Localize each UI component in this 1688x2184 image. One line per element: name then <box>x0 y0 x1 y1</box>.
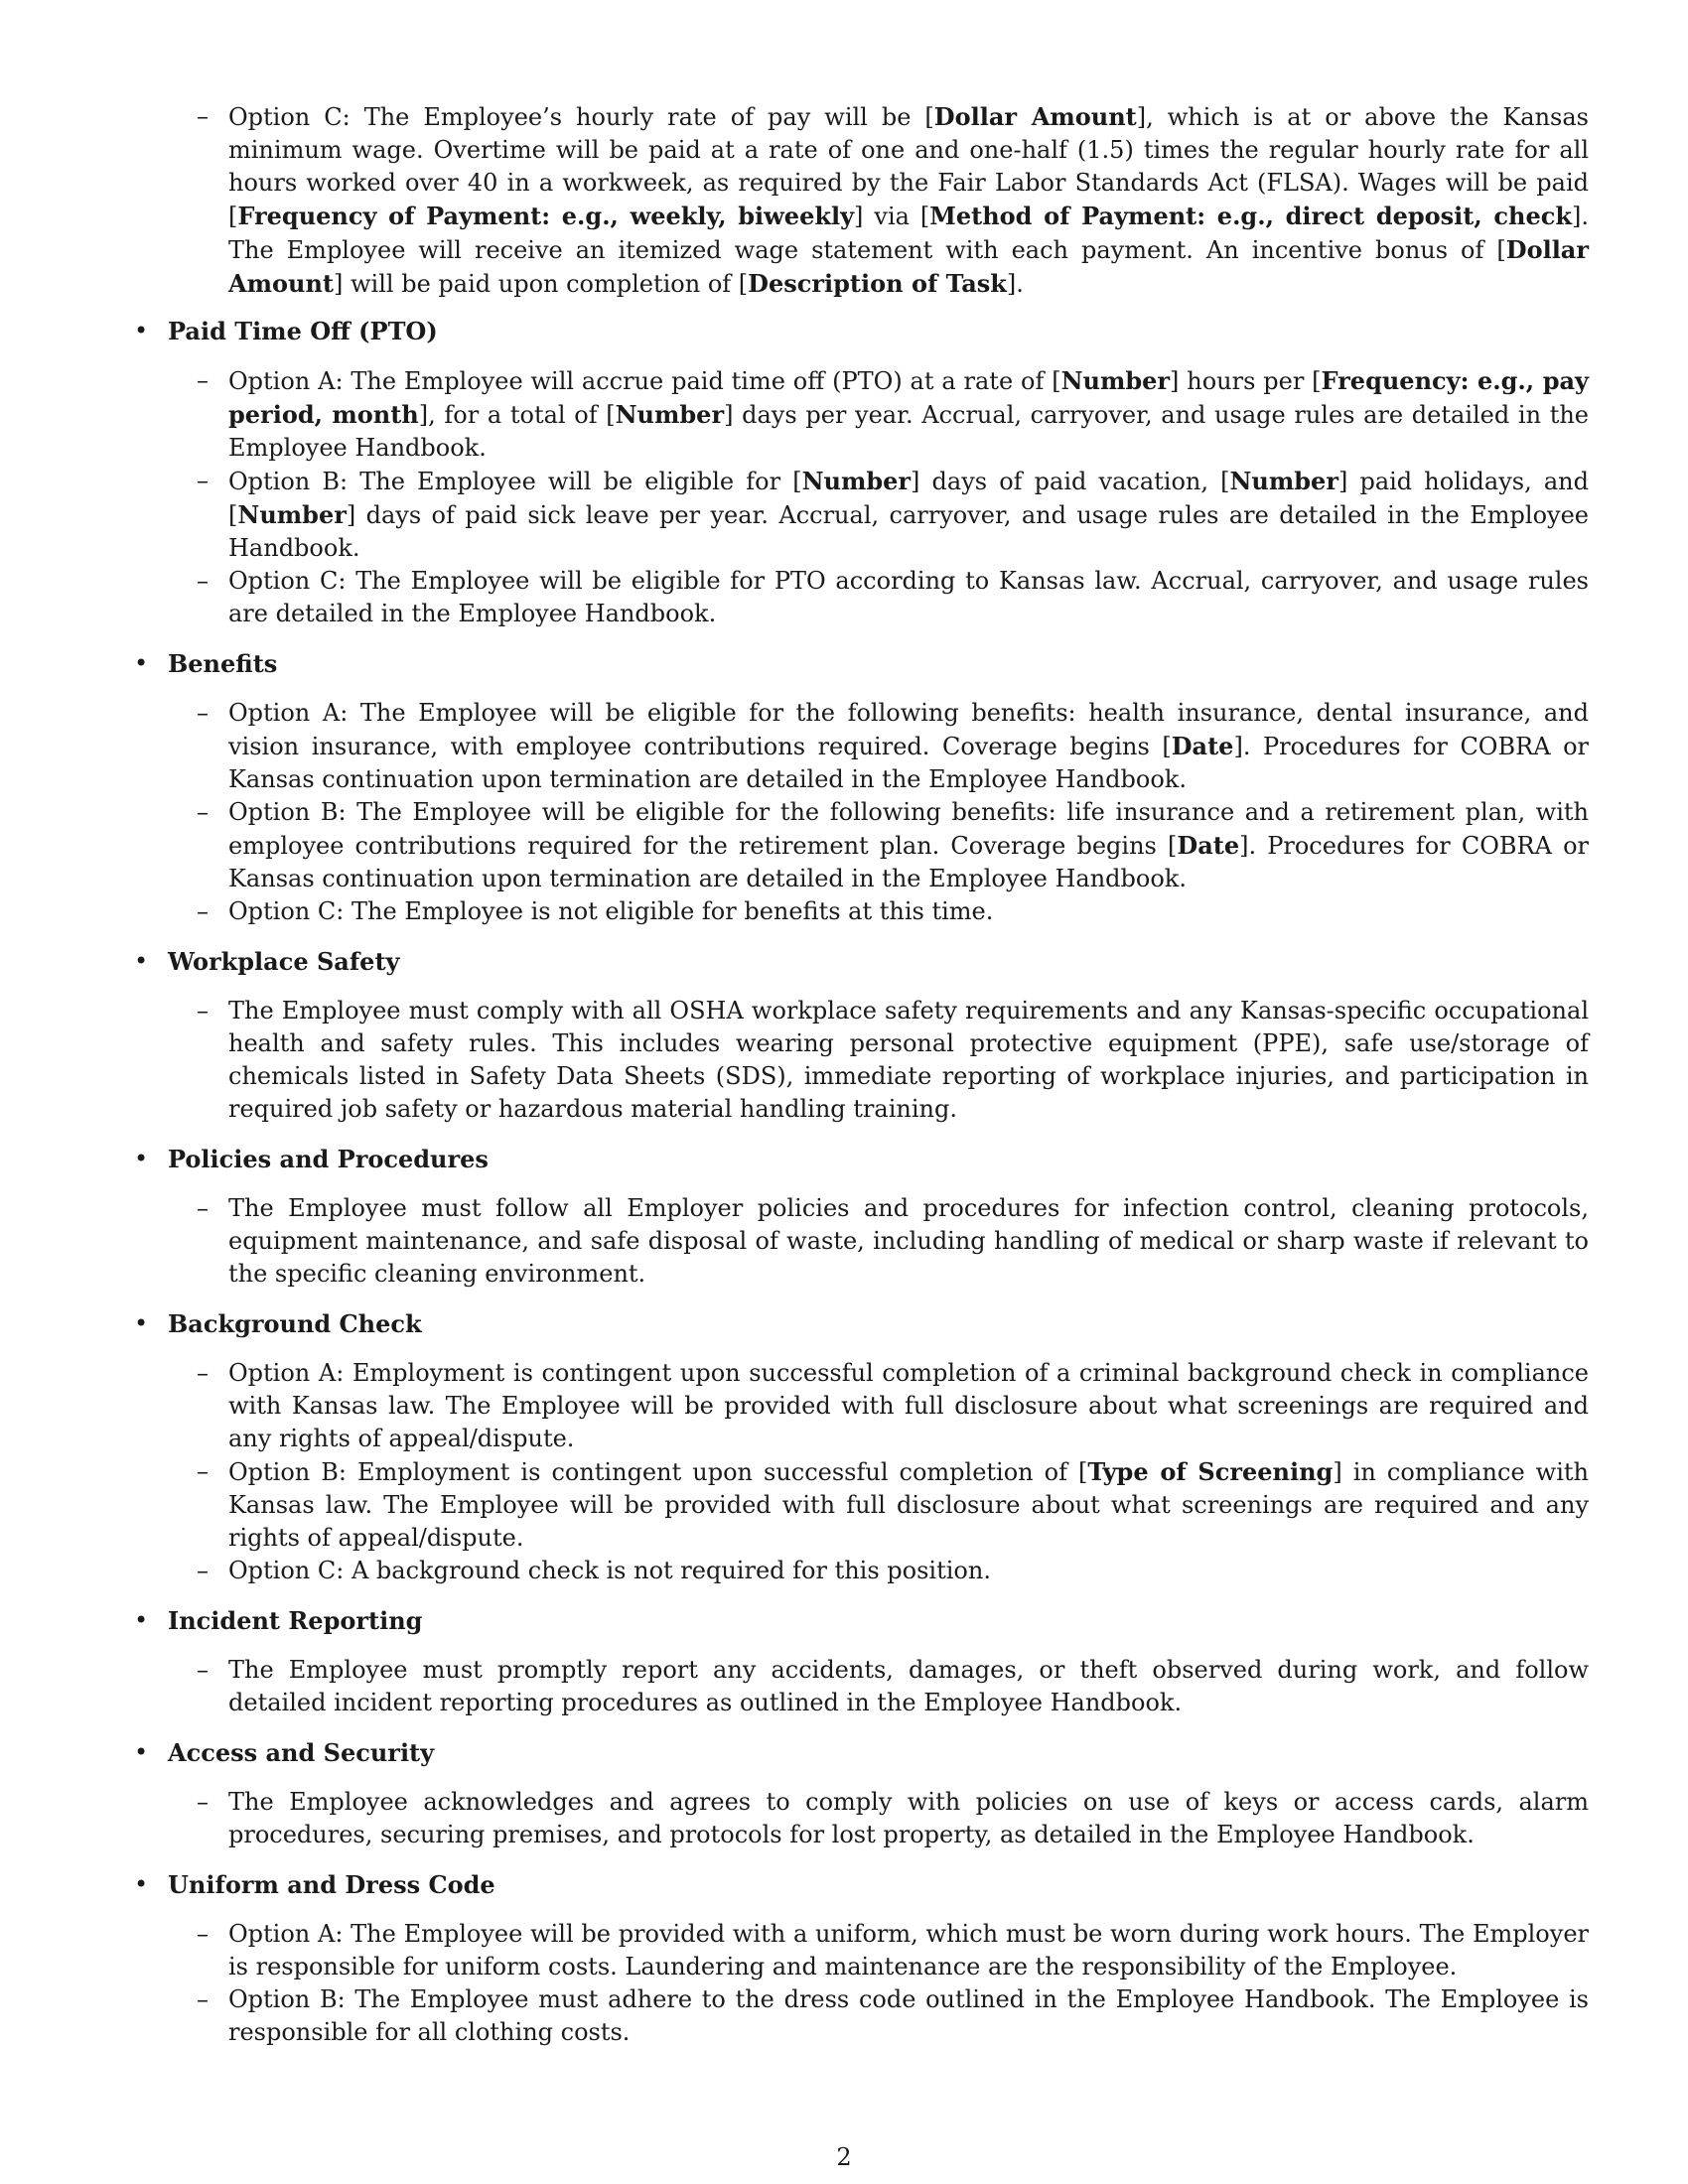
section-uniform <box>134 1868 1589 2049</box>
section-incident <box>134 1604 1589 1719</box>
text-run: ] via [ <box>854 203 930 230</box>
dash-marker: – <box>197 1194 209 1222</box>
sections-list <box>134 315 1589 2066</box>
item-text <box>228 1194 1589 1288</box>
dash-marker: – <box>197 366 209 394</box>
text-run: Option B: The Employee will be eligible for [ <box>228 468 802 495</box>
placeholder-field: Type of Screening <box>1087 1457 1334 1486</box>
text-run: ] in compliance with Kansas law. The Employee will be provided with full disclosure about what screenings are required and any rights of appeal/dispute. <box>228 1458 1589 1552</box>
text-run: The Employee acknowledges and agrees to comply with policies on use of keys or access cards, alarm procedures, securing premises, and protocols for lost property, as detailed in the Employee Handbook. <box>228 1788 1589 1848</box>
list-item <box>197 796 1589 895</box>
item-text <box>228 699 1589 793</box>
list-item <box>197 364 1589 465</box>
dash-marker: – <box>197 798 209 826</box>
section-heading <box>134 647 1589 680</box>
item-text <box>228 1359 1589 1452</box>
item-text <box>228 798 1589 892</box>
item-text <box>228 367 1589 462</box>
dash-marker: – <box>197 1920 209 1948</box>
page-number: 2 <box>836 2143 852 2171</box>
section-title: Benefits <box>168 649 278 678</box>
bullet-marker: • <box>134 317 149 344</box>
item-text <box>228 103 1589 298</box>
placeholder-field: Number <box>1060 366 1171 395</box>
dash-marker: – <box>197 1985 209 2013</box>
section-heading <box>134 1736 1589 1769</box>
text-run: Option B: Employment is contingent upon successful completion of [ <box>228 1458 1088 1486</box>
dash-marker: – <box>197 1359 209 1387</box>
list-item <box>197 995 1589 1126</box>
text-run: Option B: The Employee must adhere to the dress code outlined in the Employee Handbook. The Employee is responsible for all clothing costs. <box>228 1985 1589 2046</box>
bullet-marker: • <box>134 1309 149 1337</box>
section-pto <box>134 315 1589 630</box>
item-text <box>228 1920 1589 1980</box>
placeholder-field: Number <box>1229 467 1338 495</box>
dash-marker: – <box>197 467 209 494</box>
section-heading <box>134 1143 1589 1175</box>
section-heading <box>134 1868 1589 1901</box>
text-run: Option A: The Employee will be eligible for the following benefits: health insurance, dental insurance, and vision insurance, with employee contributions required. Coverage begins [ <box>228 699 1589 760</box>
section-items <box>197 1654 1589 1719</box>
text-run: ] days of paid sick leave per year. Accrual, carryover, and usage rules are detailed in the Employee Handbook. <box>228 501 1589 562</box>
text-run: The Employee must promptly report any accidents, damages, or theft observed during work, and follow detailed incident reporting procedures as outlined in the Employee Handbook. <box>228 1656 1589 1716</box>
section-items <box>197 1918 1589 2049</box>
text-run: ] hours per [ <box>1170 367 1322 395</box>
dash-marker: – <box>197 1788 209 1816</box>
item-text <box>228 997 1589 1123</box>
list-item <box>197 1455 1589 1555</box>
text-run: Option B: The Employee will be eligible for the following benefits: life insurance and a retirement plan, with employee contributions required for the retirement plan. Coverage begins [ <box>228 798 1589 860</box>
text-run: ]. The Employee will receive an itemized wage statement with each payment. An incentive bonus of [ <box>228 203 1590 264</box>
dash-marker: – <box>197 1656 209 1684</box>
list-item <box>197 100 1589 301</box>
text-run: Option A: The Employee will accrue paid time off (PTO) at a rate of [ <box>228 367 1061 395</box>
text-run: ] days of paid vacation, [ <box>911 468 1230 495</box>
text-run: Option C: The Employee’s hourly rate of pay will be [ <box>228 103 934 131</box>
dash-marker: – <box>197 1457 209 1485</box>
list-item <box>197 1654 1589 1719</box>
text-run: The Employee must comply with all OSHA workplace safety requirements and any Kansas-specific occupational health and safety rules. This includes wearing personal protective equipment (PPE), safe use/storage of chemicals listed in Safety Data Sheets (SDS), immediate reporting of workplace injuries, and participation in required job safety or hazardous material handling training. <box>228 997 1589 1123</box>
list-item <box>197 465 1589 565</box>
placeholder-field: Dollar Amount <box>228 235 1589 298</box>
section-heading <box>134 945 1589 978</box>
section-heading <box>134 1307 1589 1340</box>
text-run: The Employee must follow all Employer policies and procedures for infection control, cleaning protocols, equipment maintenance, and safe disposal of waste, including handling of medical or sharp waste if relevant to the specific cleaning environment. <box>228 1194 1589 1288</box>
bullet-marker: • <box>134 1606 149 1634</box>
dash-marker: – <box>197 897 209 925</box>
list-item <box>197 1192 1589 1291</box>
section-access <box>134 1736 1589 1851</box>
text-run: ] paid holidays, and [ <box>228 468 1589 529</box>
item-text <box>228 1985 1589 2046</box>
list-item <box>197 1357 1589 1455</box>
item-text <box>228 468 1589 562</box>
section-items <box>197 1192 1589 1291</box>
placeholder-field: Date <box>1177 831 1240 860</box>
section-title: Incident Reporting <box>168 1606 423 1635</box>
item-text <box>228 897 993 925</box>
dash-marker: – <box>197 1557 209 1584</box>
text-run: ]. <box>1006 270 1024 298</box>
placeholder-field: Number <box>615 400 725 429</box>
placeholder-field: Description of Task <box>748 269 1007 298</box>
text-run: ]. Procedures for COBRA or Kansas continuation upon termination are detailed in the Employee Handbook. <box>228 832 1589 892</box>
text-run: Option A: The Employee will be provided with a uniform, which must be worn during work hours. The Employer is responsible for uniform costs. Laundering and maintenance are the responsibility of the Employee. <box>228 1920 1589 1980</box>
text-run: Option C: A background check is not required for this position. <box>228 1557 991 1584</box>
list-item <box>197 1555 1589 1587</box>
placeholder-field: Frequency of Payment: e.g., weekly, biweekly <box>237 202 855 230</box>
bullet-marker: • <box>134 1870 149 1898</box>
section-title: Access and Security <box>168 1738 435 1767</box>
placeholder-field: Frequency: e.g., pay period, month <box>228 366 1589 429</box>
list-item <box>197 1983 1589 2049</box>
placeholder-field: Method of Payment: e.g., direct deposit, check <box>929 202 1573 230</box>
text-run: Option A: Employment is contingent upon successful completion of a criminal background check in compliance with Kansas law. The Employee will be provided with full disclosure about what screenings are required and any rights of appeal/dispute. <box>228 1359 1589 1452</box>
text-run: ], which is at or above the Kansas minimum wage. Overtime will be paid at a rate of one and one-half (1.5) times the regular hourly rate for all hours worked over 40 in a workweek, as required by the Fair Labor Standards Act (FLSA). Wages will be paid [ <box>228 103 1589 230</box>
section-title: Uniform and Dress Code <box>168 1870 495 1899</box>
dash-marker: – <box>197 567 209 595</box>
section-title: Paid Time Off (PTO) <box>168 317 438 345</box>
list-item <box>197 1918 1589 1983</box>
placeholder-field: Dollar Amount <box>933 102 1137 131</box>
section-heading <box>134 315 1589 347</box>
text-run: Option C: The Employee will be eligible for PTO according to Kansas law. Accrual, carryover, and usage rules are detailed in the Employee Handbook. <box>228 567 1589 627</box>
text-run: ] days per year. Accrual, carryover, and usage rules are detailed in the Employee Handbook. <box>228 401 1590 462</box>
dash-marker: – <box>197 102 209 130</box>
section-policies <box>134 1143 1589 1291</box>
bullet-marker: • <box>134 1738 149 1766</box>
text-run: ]. Procedures for COBRA or Kansas continuation upon termination are detailed in the Employee Handbook. <box>228 733 1589 793</box>
bullet-marker: • <box>134 649 149 677</box>
placeholder-field: Number <box>237 500 347 529</box>
placeholder-field: Number <box>801 467 912 495</box>
section-items <box>197 1786 1589 1851</box>
bullet-marker: • <box>134 947 149 975</box>
text-run: Option C: The Employee is not eligible for benefits at this time. <box>228 897 994 925</box>
section-title: Policies and Procedures <box>168 1145 489 1173</box>
list-item <box>197 895 1589 928</box>
section-heading <box>134 1604 1589 1637</box>
item-text <box>228 1458 1589 1552</box>
bullet-marker: • <box>134 1145 149 1172</box>
item-text <box>228 1557 991 1584</box>
dash-marker: – <box>197 997 209 1024</box>
text-run: ] will be paid upon completion of [ <box>334 270 749 298</box>
section-safety <box>134 945 1589 1126</box>
section-background <box>134 1307 1589 1587</box>
section-title: Workplace Safety <box>168 947 400 976</box>
item-text <box>228 567 1589 627</box>
list-item <box>197 697 1589 796</box>
section-items <box>197 995 1589 1126</box>
item-text <box>228 1788 1589 1848</box>
placeholder-field: Date <box>1171 732 1234 760</box>
list-item <box>197 1786 1589 1851</box>
item-text <box>228 1656 1589 1716</box>
section-items <box>197 1357 1589 1587</box>
wage-options-continued <box>197 100 1589 301</box>
text-run: ], for a total of [ <box>418 401 616 429</box>
list-item <box>197 565 1589 630</box>
dash-marker: – <box>197 699 209 727</box>
section-items <box>197 697 1589 928</box>
section-title: Background Check <box>168 1309 422 1338</box>
section-items <box>197 364 1589 630</box>
section-benefits <box>134 647 1589 928</box>
